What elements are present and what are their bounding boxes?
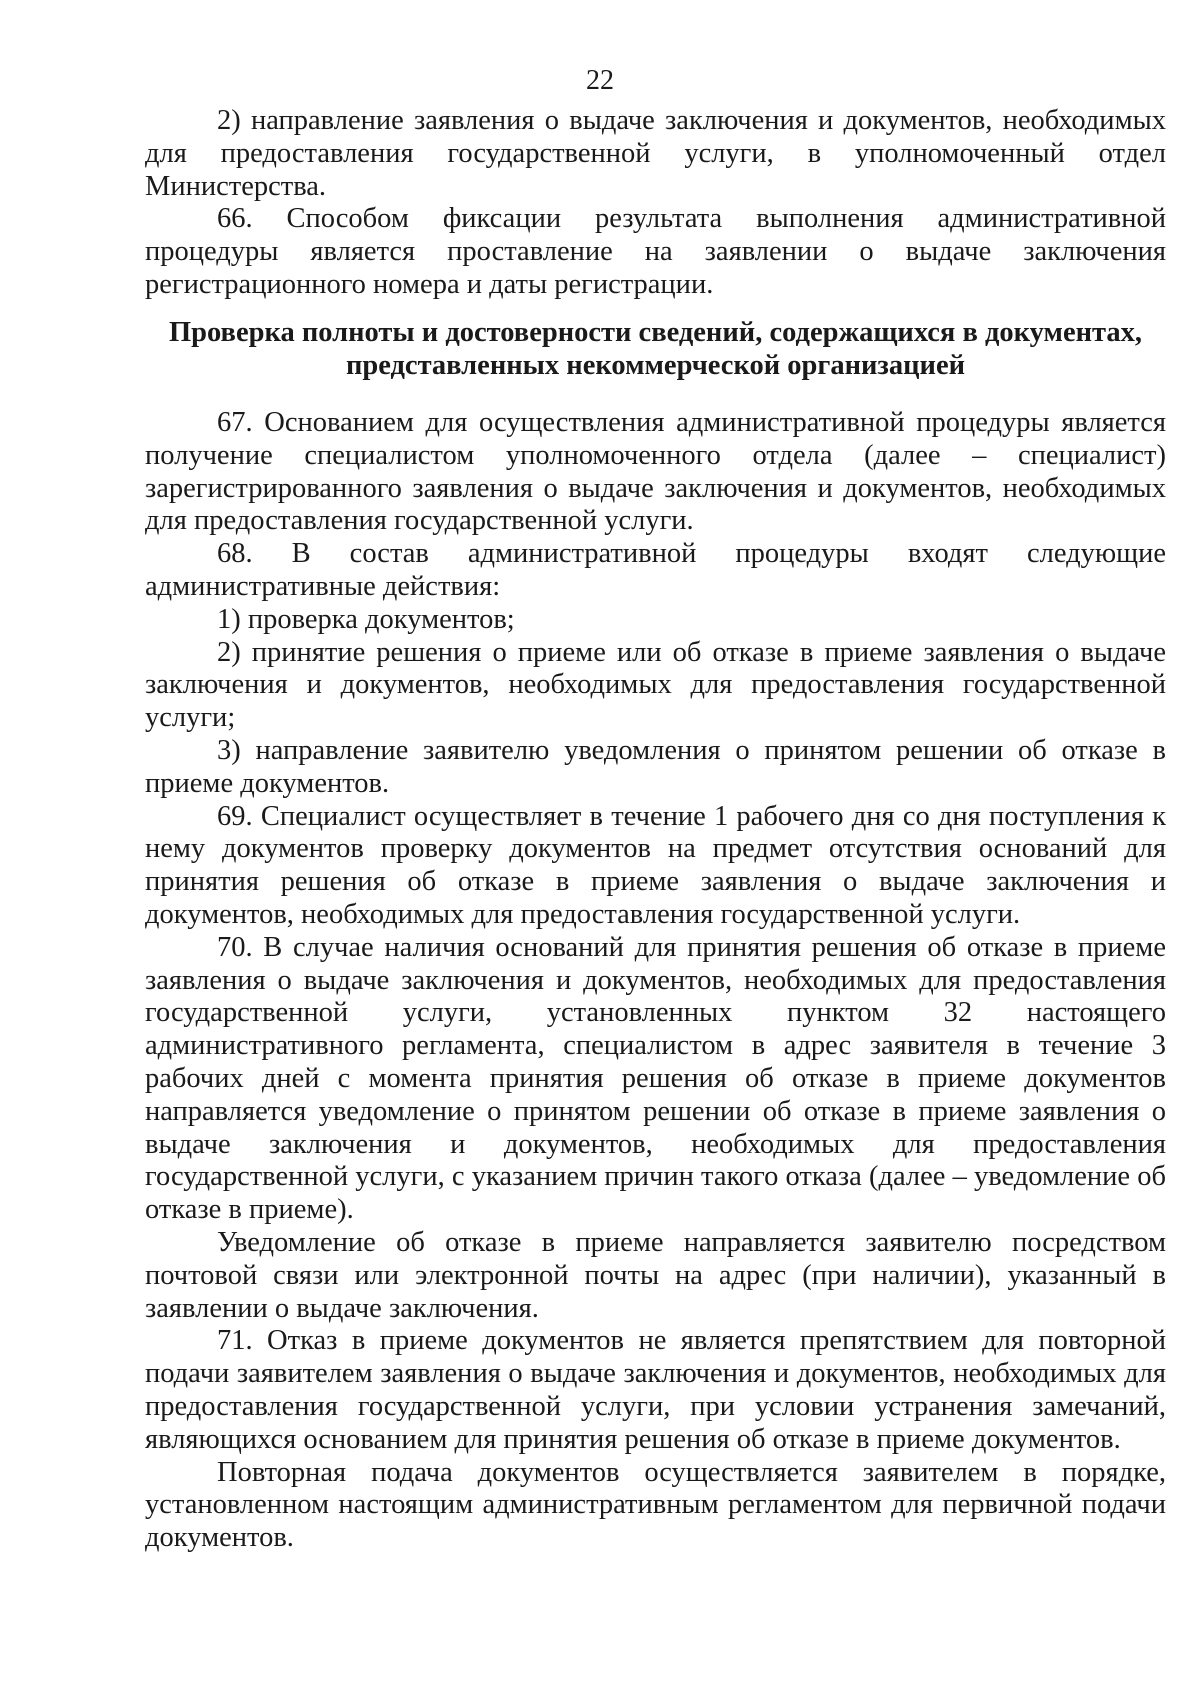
paragraph-68: 68. В состав административной процедуры входят следующие административные действия: [145, 538, 1166, 602]
paragraph-68-item-1: 1) проверка документов; [217, 603, 515, 635]
paragraph-67: 67. Основанием для осуществления административной процедуры является получение специалистом уполномоченного отдела (далее – специалист) зарегистрированного заявления о выдаче заключения и документов, необходимых для предоставления государственной услуги. [145, 407, 1166, 537]
main-section [145, 407, 1166, 1555]
paragraph-70-notice: Уведомление об отказе в приеме направляется заявителю посредством почтовой связи или электронной почты на адрес (при наличии), указанный в заявлении о выдаче заключения. [145, 1226, 1166, 1324]
paragraph-68-item-3: 3) направление заявителю уведомления о принятом решении об отказе в приеме документов. [145, 734, 1166, 799]
paragraph-68-item-2: 2) принятие решения о приеме или об отказе в приеме заявления о выдаче заключения и документов, необходимых для предоставления государственной услуги; [145, 636, 1166, 734]
paragraph-71: 71. Отказ в приеме документов не является препятствием для повторной подачи заявителем заявления о выдаче заключения и документов, необходимых для предоставления государственной услуги, при условии устранения замечаний, являющихся основанием для принятия решения об отказе в приеме документов. [145, 1325, 1166, 1455]
top-section [145, 105, 1166, 302]
paragraph-item-2-direction: 2) направление заявления о выдаче заключения и документов, необходимых для предоставления государственной услуги, в уполномоченный отдел Министерства. [145, 105, 1166, 202]
heading-line-1: Проверка полноты и достоверности сведений, содержащихся в документах, [169, 317, 1142, 348]
section-heading [145, 317, 1166, 383]
heading-line-2: представленных некоммерческой организацией [345, 349, 966, 381]
paragraph-66: 66. Способом фиксации результата выполнения административной процедуры является проставление на заявлении о выдаче заключения регистрационного номера и даты регистрации. [145, 203, 1166, 300]
paragraph-69: 69. Специалист осуществляет в течение 1 рабочего дня со дня поступления к нему документов проверку документов на предмет отсутствия оснований для принятия решения об отказе в приеме заявления о выдаче заключения и документов, необходимых для предоставления государственной услуги. [145, 800, 1166, 930]
paragraph-71-resubmission: Повторная подача документов осуществляется заявителем в порядке, установленном настоящим административным регламентом для первичной подачи документов. [145, 1456, 1166, 1554]
paragraph-70: 70. В случае наличия оснований для принятия решения об отказе в приеме заявления о выдаче заключения и документов, необходимых для предоставления государственной услуги, установленных пунктом 32 настоящего административного регламента, специалистом в адрес заявителя в течение 3 рабочих дней с момента принятия решения об отказе в приеме документов направляется уведомление о принятом решении об отказе в приеме заявления о выдаче заключения и документов, необходимых для предоставления государственной услуги, с указанием причин такого отказа (далее – уведомление об отказе в приеме). [145, 931, 1166, 1226]
page-number: 22 [586, 65, 614, 96]
